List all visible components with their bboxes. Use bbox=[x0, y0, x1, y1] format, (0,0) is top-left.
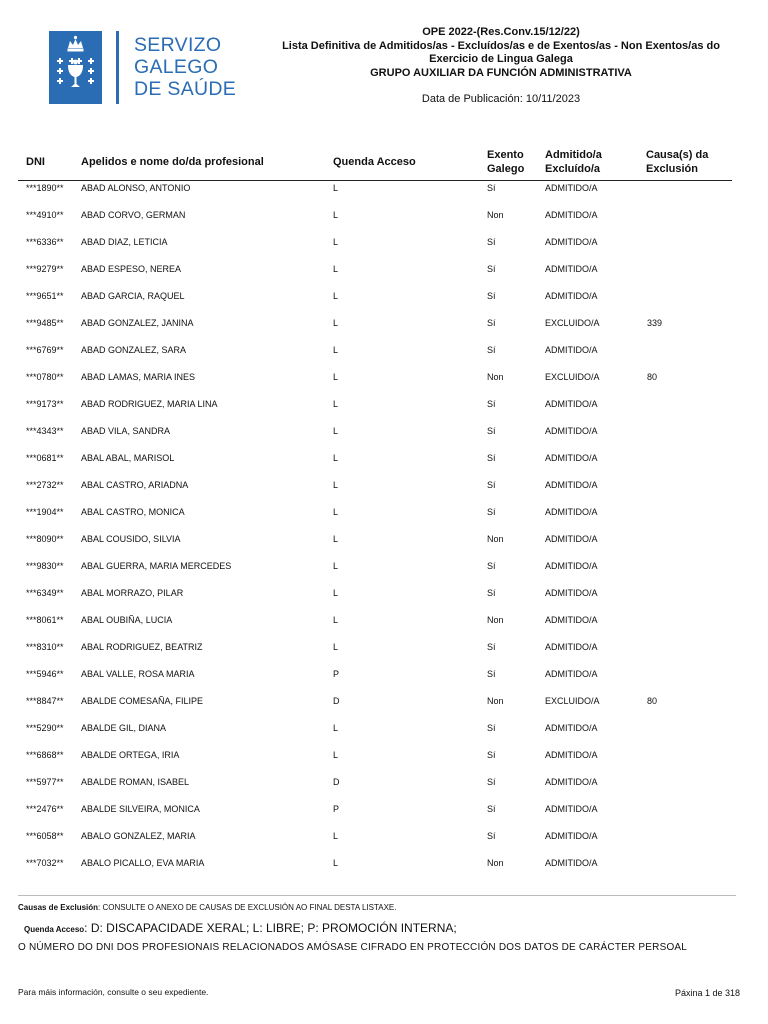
cell-quenda: L bbox=[333, 831, 339, 841]
cell-exento: Sí bbox=[487, 804, 496, 814]
cell-quenda: L bbox=[333, 534, 339, 544]
table-row bbox=[18, 612, 732, 639]
cell-status: ADMITIDO/A bbox=[545, 264, 598, 274]
cell-quenda: L bbox=[333, 507, 339, 517]
cell-name: ABALO PICALLO, EVA MARIA bbox=[81, 858, 205, 868]
cell-exento: Sí bbox=[487, 426, 496, 436]
table-header bbox=[18, 145, 732, 181]
cell-status: ADMITIDO/A bbox=[545, 588, 598, 598]
cell-dni: ***0780** bbox=[26, 372, 64, 382]
document-header bbox=[258, 26, 744, 80]
table-row bbox=[18, 477, 732, 504]
cell-dni: ***9173** bbox=[26, 399, 64, 409]
cell-status: EXCLUIDO/A bbox=[545, 696, 600, 706]
table-row bbox=[18, 180, 732, 207]
logo-divider bbox=[116, 31, 119, 104]
table-row bbox=[18, 288, 732, 315]
col-admitido-line-2: Excluído/a bbox=[545, 163, 601, 175]
table-row bbox=[18, 261, 732, 288]
cell-status: ADMITIDO/A bbox=[545, 210, 598, 220]
cell-name: ABAL COUSIDO, SILVIA bbox=[81, 534, 181, 544]
cell-exento: Sí bbox=[487, 507, 496, 517]
cell-name: ABALDE ROMAN, ISABEL bbox=[81, 777, 190, 787]
header-line-3: Exercicio de Lingua Galega bbox=[429, 53, 573, 65]
cell-name: ABALDE GIL, DIANA bbox=[81, 723, 167, 733]
col-name: Apelidos e nome do/da profesional bbox=[81, 156, 264, 168]
cell-quenda: L bbox=[333, 561, 339, 571]
col-quenda: Quenda Acceso bbox=[333, 156, 416, 168]
logo-line-2: GALEGO bbox=[134, 56, 219, 78]
cell-status: ADMITIDO/A bbox=[545, 291, 598, 301]
table-row bbox=[18, 801, 732, 828]
cell-exento: Non bbox=[487, 696, 504, 706]
table-row bbox=[18, 315, 732, 342]
cell-quenda: L bbox=[333, 615, 339, 625]
table-row bbox=[18, 504, 732, 531]
cell-dni: ***6769** bbox=[26, 345, 64, 355]
table-row bbox=[18, 639, 732, 666]
cell-quenda: L bbox=[333, 588, 339, 598]
cell-dni: ***8061** bbox=[26, 615, 64, 625]
footer-causas bbox=[18, 903, 396, 912]
cell-status: ADMITIDO/A bbox=[545, 561, 598, 571]
footer-divider bbox=[18, 895, 736, 896]
cell-exento: Sí bbox=[487, 750, 496, 760]
cell-name: ABAL CASTRO, MONICA bbox=[81, 507, 185, 517]
cell-dni: ***6058** bbox=[26, 831, 64, 841]
footer-info: Para máis información, consulte o seu expediente. bbox=[18, 987, 209, 997]
cell-dni: ***2476** bbox=[26, 804, 64, 814]
page-number: Páxina 1 de 318 bbox=[674, 988, 740, 998]
cell-dni: ***2732** bbox=[26, 480, 64, 490]
cell-quenda: L bbox=[333, 210, 339, 220]
causas-text: : CONSULTE O ANEXO DE CAUSAS DE EXCLUSIÓN AO FINAL DESTA LISTAXE. bbox=[98, 903, 397, 912]
cell-name: ABAD VILA, SANDRA bbox=[81, 426, 171, 436]
cell-dni: ***8090** bbox=[26, 534, 64, 544]
cell-quenda: L bbox=[333, 237, 339, 247]
cell-exento: Sí bbox=[487, 561, 496, 571]
cell-quenda: L bbox=[333, 345, 339, 355]
cell-dni: ***8847** bbox=[26, 696, 64, 706]
cell-status: ADMITIDO/A bbox=[545, 399, 598, 409]
cell-quenda: P bbox=[333, 804, 340, 814]
logo-wordmark bbox=[134, 34, 236, 100]
cell-quenda: L bbox=[333, 291, 339, 301]
cell-dni: ***5977** bbox=[26, 777, 64, 787]
cell-name: ABAL GUERRA, MARIA MERCEDES bbox=[81, 561, 232, 571]
cell-name: ABAL OUBIÑA, LUCIA bbox=[81, 615, 173, 625]
cell-name: ABAL VALLE, ROSA MARIA bbox=[81, 669, 195, 679]
col-admitido bbox=[545, 148, 602, 176]
table-row bbox=[18, 855, 732, 882]
cell-name: ABALO GONZALEZ, MARIA bbox=[81, 831, 196, 841]
cell-status: ADMITIDO/A bbox=[545, 480, 598, 490]
cell-dni: ***5290** bbox=[26, 723, 64, 733]
cell-dni: ***9651** bbox=[26, 291, 64, 301]
cell-name: ABALDE SILVEIRA, MONICA bbox=[81, 804, 200, 814]
cell-status: ADMITIDO/A bbox=[545, 507, 598, 517]
header-line-2: Lista Definitiva de Admitidos/as - Excluídos/as e de Exentos/as - Non Exentos/as do bbox=[282, 39, 720, 52]
cell-dni: ***1904** bbox=[26, 507, 64, 517]
cell-causa: 339 bbox=[647, 318, 663, 328]
cell-name: ABAD CORVO, GERMAN bbox=[81, 210, 186, 220]
cell-status: ADMITIDO/A bbox=[545, 642, 598, 652]
table-row bbox=[18, 585, 732, 612]
cell-quenda: L bbox=[333, 480, 339, 490]
table-row bbox=[18, 450, 732, 477]
col-causa-line-1: Causa(s) da bbox=[646, 149, 709, 161]
causas-label: Causas de Exclusión bbox=[18, 903, 99, 912]
cell-status: ADMITIDO/A bbox=[545, 345, 598, 355]
footer-dni-note: O NÚMERO DO DNI DOS PROFESIONAIS RELACIONADOS AMÓSASE CIFRADO EN PROTECCIÓN DOS DATOS DE CARÁCTER PERSOAL bbox=[18, 942, 688, 953]
col-admitido-line-1: Admitido/a bbox=[545, 149, 602, 161]
cell-status: ADMITIDO/A bbox=[545, 777, 598, 787]
cell-exento: Sí bbox=[487, 237, 496, 247]
col-exento bbox=[487, 148, 524, 176]
cell-quenda: L bbox=[333, 750, 339, 760]
cell-exento: Sí bbox=[487, 453, 496, 463]
cell-quenda: L bbox=[333, 642, 339, 652]
cell-dni: ***1890** bbox=[26, 183, 64, 193]
header-line-1: OPE 2022-(Res.Conv.15/12/22) bbox=[422, 26, 580, 38]
cell-exento: Sí bbox=[487, 345, 496, 355]
cell-name: ABAD GONZALEZ, JANINA bbox=[81, 318, 194, 328]
quenda-label: Quenda Acceso bbox=[24, 925, 85, 934]
cell-name: ABAD ALONSO, ANTONIO bbox=[81, 183, 191, 193]
cell-dni: ***9279** bbox=[26, 264, 64, 274]
cell-exento: Sí bbox=[487, 642, 496, 652]
table-row bbox=[18, 666, 732, 693]
cell-name: ABAL CASTRO, ARIADNA bbox=[81, 480, 189, 490]
cell-status: ADMITIDO/A bbox=[545, 426, 598, 436]
cell-causa: 80 bbox=[647, 372, 658, 382]
footer-quenda bbox=[24, 921, 457, 935]
cell-status: ADMITIDO/A bbox=[545, 858, 598, 868]
cell-name: ABAD ESPESO, NEREA bbox=[81, 264, 182, 274]
col-dni: DNI bbox=[26, 156, 45, 168]
cell-status: EXCLUIDO/A bbox=[545, 372, 600, 382]
cell-dni: ***6349** bbox=[26, 588, 64, 598]
cell-exento: Sí bbox=[487, 399, 496, 409]
cell-dni: ***4910** bbox=[26, 210, 64, 220]
cell-quenda: L bbox=[333, 858, 339, 868]
cell-quenda: L bbox=[333, 318, 339, 328]
cell-name: ABAD LAMAS, MARIA INES bbox=[81, 372, 196, 382]
table-row bbox=[18, 396, 732, 423]
cell-exento: Sí bbox=[487, 831, 496, 841]
cell-status: ADMITIDO/A bbox=[545, 183, 598, 193]
cell-exento: Sí bbox=[487, 669, 496, 679]
cell-dni: ***5946** bbox=[26, 669, 64, 679]
cell-status: ADMITIDO/A bbox=[545, 669, 598, 679]
cell-exento: Sí bbox=[487, 291, 496, 301]
cell-quenda: L bbox=[333, 264, 339, 274]
cell-quenda: L bbox=[333, 426, 339, 436]
table-row bbox=[18, 693, 732, 720]
cell-exento: Sí bbox=[487, 264, 496, 274]
cell-quenda: L bbox=[333, 372, 339, 382]
cell-name: ABAL ABAL, MARISOL bbox=[81, 453, 175, 463]
cell-exento: Non bbox=[487, 534, 504, 544]
cell-status: ADMITIDO/A bbox=[545, 750, 598, 760]
cell-dni: ***9830** bbox=[26, 561, 64, 571]
cell-status: ADMITIDO/A bbox=[545, 615, 598, 625]
cell-dni: ***8310** bbox=[26, 642, 64, 652]
logo-line-1: SERVIZO bbox=[134, 34, 222, 56]
col-exento-line-1: Exento bbox=[487, 149, 524, 161]
cell-name: ABAD DIAZ, LETICIA bbox=[81, 237, 168, 247]
servizo-galego-de-saude-logo bbox=[49, 31, 239, 107]
cell-status: ADMITIDO/A bbox=[545, 723, 598, 733]
cell-exento: Non bbox=[487, 372, 504, 382]
cell-dni: ***9485** bbox=[26, 318, 64, 328]
cell-status: ADMITIDO/A bbox=[545, 237, 598, 247]
cell-dni: ***6868** bbox=[26, 750, 64, 760]
col-exento-line-2: Galego bbox=[487, 163, 525, 175]
cell-causa: 80 bbox=[647, 696, 658, 706]
cell-status: ADMITIDO/A bbox=[545, 831, 598, 841]
crown-cross-emblem-icon bbox=[49, 31, 102, 104]
cell-name: ABAD GONZALEZ, SARA bbox=[81, 345, 187, 355]
table-row bbox=[18, 234, 732, 261]
cell-quenda: L bbox=[333, 723, 339, 733]
table-row bbox=[18, 207, 732, 234]
cell-name: ABALDE ORTEGA, IRIA bbox=[81, 750, 180, 760]
cell-exento: Sí bbox=[487, 318, 496, 328]
cell-exento: Sí bbox=[487, 723, 496, 733]
header-line-4: GRUPO AUXILIAR DA FUNCIÓN ADMINISTRATIVA bbox=[370, 66, 632, 79]
table-row bbox=[18, 369, 732, 396]
cell-exento: Non bbox=[487, 210, 504, 220]
cell-exento: Sí bbox=[487, 777, 496, 787]
cell-exento: Sí bbox=[487, 480, 496, 490]
logo-line-3: DE SAÚDE bbox=[134, 78, 237, 100]
col-causa-line-2: Exclusión bbox=[646, 163, 698, 175]
table-row bbox=[18, 774, 732, 801]
cell-quenda: D bbox=[333, 777, 340, 787]
table-row bbox=[18, 342, 732, 369]
publication-date: Data de Publicación: 10/11/2023 bbox=[421, 93, 581, 105]
cell-dni: ***4343** bbox=[26, 426, 64, 436]
cell-quenda: D bbox=[333, 696, 340, 706]
cell-dni: ***7032** bbox=[26, 858, 64, 868]
cell-quenda: L bbox=[333, 183, 339, 193]
table-row bbox=[18, 828, 732, 855]
cell-status: ADMITIDO/A bbox=[545, 804, 598, 814]
col-causa bbox=[646, 148, 708, 176]
cell-exento: Non bbox=[487, 858, 504, 868]
cell-quenda: L bbox=[333, 453, 339, 463]
cell-dni: ***0681** bbox=[26, 453, 64, 463]
cell-exento: Sí bbox=[487, 183, 496, 193]
cell-status: EXCLUIDO/A bbox=[545, 318, 600, 328]
table-row bbox=[18, 747, 732, 774]
cell-dni: ***6336** bbox=[26, 237, 64, 247]
cell-name: ABAL MORRAZO, PILAR bbox=[81, 588, 184, 598]
table-row bbox=[18, 720, 732, 747]
cell-status: ADMITIDO/A bbox=[545, 453, 598, 463]
table-row bbox=[18, 423, 732, 450]
cell-exento: Non bbox=[487, 615, 504, 625]
cell-quenda: L bbox=[333, 399, 339, 409]
table-row bbox=[18, 558, 732, 585]
cell-name: ABAL RODRIGUEZ, BEATRIZ bbox=[81, 642, 203, 652]
cell-quenda: P bbox=[333, 669, 340, 679]
cell-exento: Sí bbox=[487, 588, 496, 598]
cell-name: ABALDE COMESAÑA, FILIPE bbox=[81, 696, 204, 706]
cell-name: ABAD RODRIGUEZ, MARIA LINA bbox=[81, 399, 218, 409]
cell-status: ADMITIDO/A bbox=[545, 534, 598, 544]
table-row bbox=[18, 531, 732, 558]
cell-name: ABAD GARCIA, RAQUEL bbox=[81, 291, 185, 301]
quenda-text: : D: DISCAPACIDADE XERAL; L: LIBRE; P: PROMOCIÓN INTERNA; bbox=[84, 921, 457, 935]
